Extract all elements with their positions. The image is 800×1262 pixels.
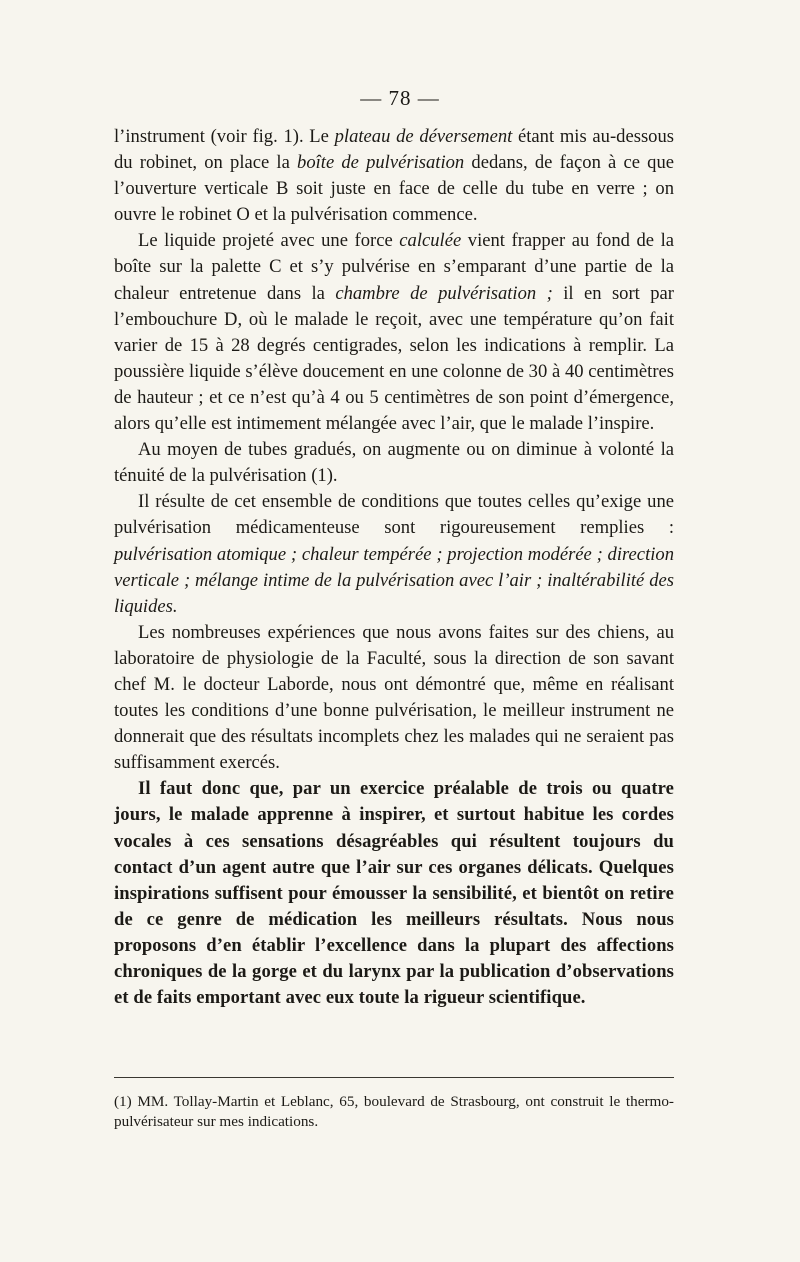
italic-text-run: plateau de déversement (334, 126, 513, 147)
text-run: Les nombreuses expériences que nous avons faites sur des chiens, au laboratoire de physiologie de la Faculté, sous la direction de son savant chef M. le docteur Laborde, nous ont démontré que, même en réalisant toutes les conditions d’une bonne pulvérisation, le meilleur instrument ne donnerait que des résultats incomplets chez les malades qui ne seraient pas suffisamment exercés. (114, 621, 674, 774)
paragraph (114, 489, 674, 619)
italic-text-run: chambre de pulvérisation ; (335, 282, 553, 304)
paragraph (114, 776, 674, 1011)
page-number: — 78 — (360, 86, 440, 110)
text-run: Au moyen de tubes gradués, on augmente ou on diminue à volonté la ténuité de la pulvérisation (1). (114, 439, 674, 487)
paragraph (114, 437, 674, 489)
italic-text-run: calculée (399, 230, 462, 252)
body-text (114, 124, 674, 1011)
text-run: Il faut donc que, par un exercice préalable de trois ou quatre jours, le malade apprenne à inspirer, et surtout habitue les cordes vocales à ces sensations désagréables qui résultent toujours du contact d’un agent autre que l’air sur ces organes délicats. Quelques inspirations suffisent pour émousser la sensibilité, et bientôt on retire de ce genre de médication les meilleurs résultats. Nous nous proposons d’en établir l’excellence dans la plupart des affections chroniques de la gorge et du larynx par la publication d’observations et de faits emportant avec eux toute la rigueur scientifique. (114, 778, 674, 1009)
paragraph (114, 228, 674, 437)
paragraph (114, 124, 674, 228)
italic-text-run: boîte de pulvérisation (297, 152, 465, 174)
text-run: l’instrument (voir fig. 1). Le (114, 126, 335, 147)
text-run: étant mis au-dessous du robinet, on place la (114, 126, 675, 174)
text-run: il en sort par l’embouchure D, où le malade le reçoit, avec une température qu’on fait varier de 15 à 28 degrés centigrades, selon les indications à remplir. La poussière liquide s’élève doucement en une colonne de 30 à 40 centimètres de hauteur ; et ce n’est qu’à 4 ou 5 centimètres de son point d’émergence, alors qu’elle est intimement mélangée avec l’air, que le malade l’inspire. (114, 282, 674, 435)
text-run: dedans, de façon à ce que l’ouverture verticale B soit juste en face de celle du tube en verre ; on ouvre le robinet O et la pulvérisation commence. (114, 152, 674, 226)
text-run: Il résulte de cet ensemble de conditions que toutes celles qu’exige une pulvérisation médicamenteuse sont rigoureusement remplies : (114, 491, 674, 539)
text-run: vient frapper au fond de la boîte sur la palette C et s’y pulvérise en s’emparant d’une partie de la chaleur entretenue dans la (114, 230, 674, 304)
paragraph (114, 620, 674, 777)
text-run: Le liquide projeté avec une force (138, 230, 400, 252)
footnote-separator-rule (114, 1077, 674, 1078)
footnote: (1) MM. Tollay-Martin et Leblanc, 65, boulevard de Strasbourg, ont construit le thermo-pulvérisateur sur mes indications. (114, 1093, 674, 1130)
italic-text-run: pulvérisation atomique ; chaleur tempérée ; projection modérée ; direction verticale ; mélange intime de la pulvérisation avec l’air ; inaltérabilité des liquides. (114, 543, 674, 617)
